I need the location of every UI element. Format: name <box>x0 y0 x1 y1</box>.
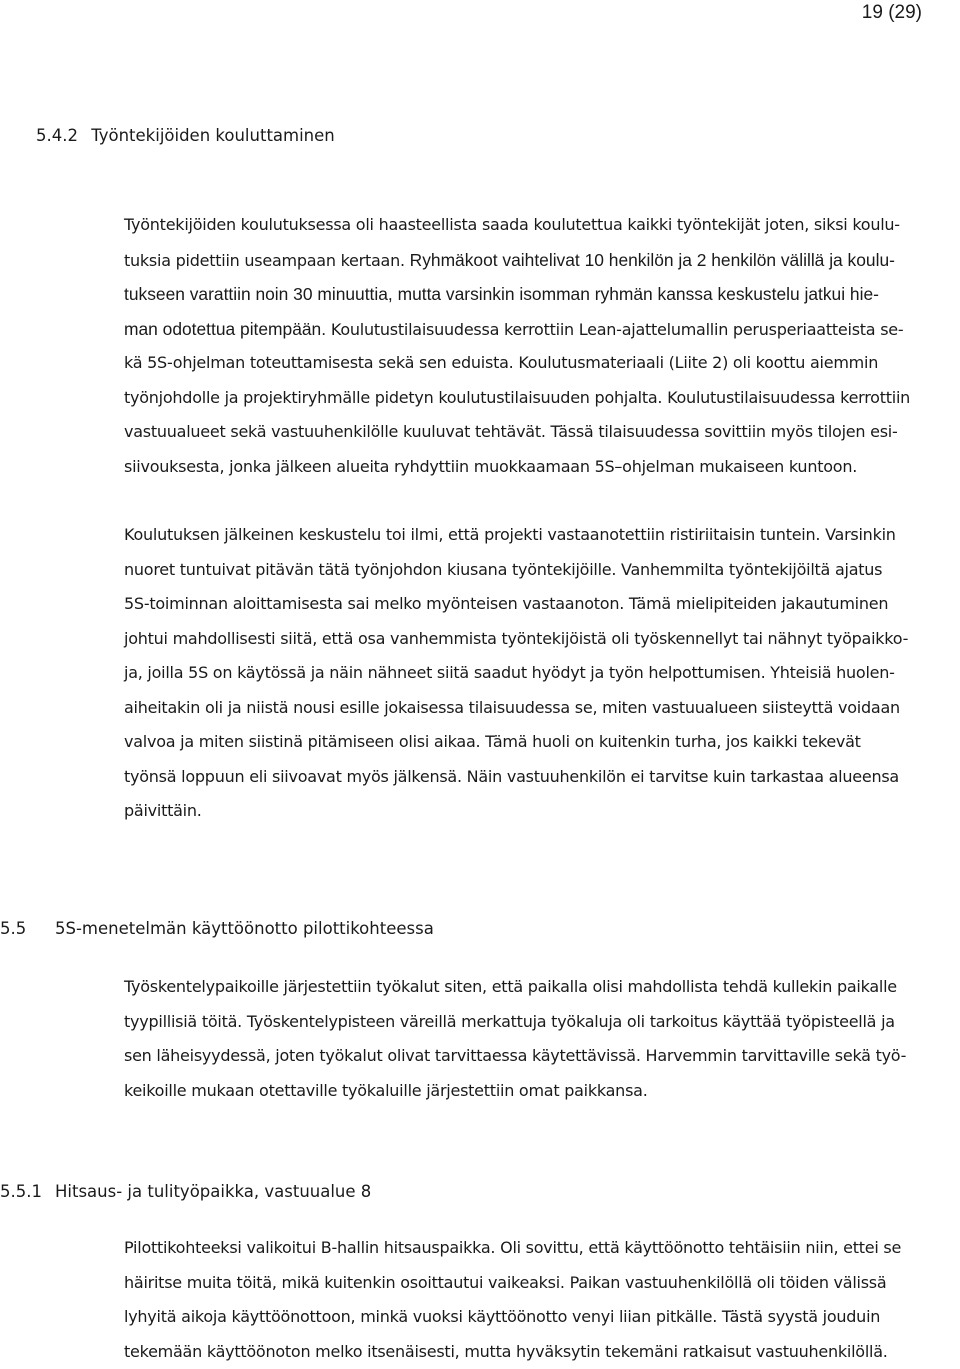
text-line: työnjohdolle ja projektiryhmälle pidetyn koulutustilaisuuden pohjalta. Koulutustilaisuudessa kerrottiin <box>124 381 910 416</box>
text-line: vastuualueet sekä vastuuhenkilölle kuuluvat tehtävät. Tässä tilaisuudessa sovittiin myös tilojen esi- <box>124 415 910 450</box>
page-number: 19 (29) <box>862 2 922 24</box>
text-line: johtui mahdollisesti siitä, että osa vanhemmista työntekijöistä oli työskennellyt tai nähnyt työpaikko- <box>124 622 908 657</box>
text-line: tukseen varattiin noin 30 minuuttia, mutta varsinkin isomman ryhmän kanssa keskustelu jatkui hie- <box>124 277 910 312</box>
section-title: Työntekijöiden kouluttaminen <box>91 126 335 145</box>
text-line: keikoille mukaan otettaville työkaluille järjestettiin omat paikkansa. <box>124 1074 906 1109</box>
text-line <box>124 243 910 278</box>
text-line: työnsä loppuun eli siivoavat myös jälkensä. Näin vastuuhenkilön ei tarvitse kuin tarkastaa alueensa <box>124 760 908 795</box>
text-line: lyhyitä aikoja käyttöönottoon, minkä vuoksi käyttöönotto venyi liian pitkälle. Tästä syystä jouduin <box>124 1300 901 1335</box>
section-number: 5.4.2 <box>36 125 78 147</box>
text-line-part: tuksia pidettiin useampaan kertaan. <box>124 251 405 270</box>
text-line: sen läheisyydessä, joten työkalut olivat tarvittaessa käytettävissä. Harvemmin tarvittaville sekä työ- <box>124 1039 906 1074</box>
text-line-part: man odotettua pitempään. <box>124 319 326 339</box>
text-line: siivouksesta, jonka jälkeen alueita ryhdyttiin muokkaamaan 5S–ohjelman mukaiseen kuntoon. <box>124 450 910 485</box>
paragraph-training-2 <box>124 518 908 829</box>
section-title: Hitsaus- ja tulityöpaikka, vastuualue 8 <box>55 1182 371 1201</box>
text-line: Pilottikohteeksi valikoitui B-hallin hitsauspaikka. Oli sovittu, että käyttöönotto tehtäisiin niin, ettei se <box>124 1231 901 1266</box>
section-heading-5-5 <box>0 918 434 940</box>
text-line: nuoret tuntuivat pitävän tätä työnjohdon kiusana työntekijöille. Vanhemmilta työntekijöiltä ajatus <box>124 553 908 588</box>
text-line: häiritse muita töitä, mikä kuitenkin osoittautui vaikeaksi. Paikan vastuuhenkilöllä oli töiden välissä <box>124 1266 901 1301</box>
text-line: Työntekijöiden koulutuksessa oli haasteellista saada koulutettua kaikki työntekijät joten, siksi koulu- <box>124 208 910 243</box>
text-line-part: Ryhmäkoot vaihtelivat 10 henkilön ja 2 henkilön välillä ja koulu- <box>410 250 895 270</box>
text-line: tyypillisiä töitä. Työskentelypisteen väreillä merkattuja työkaluja oli tarkoitus käyttää työpisteellä ja <box>124 1005 906 1040</box>
paragraph-pilot <box>124 970 906 1108</box>
text-line: päivittäin. <box>124 794 908 829</box>
section-number: 5.5.1 <box>0 1181 55 1203</box>
text-line: tekemään käyttöönoton melko itsenäisesti, mutta hyväksytin tekemäni ratkaisut vastuuhenkilöllä. <box>124 1335 901 1369</box>
text-line: kä 5S-ohjelman toteuttamisesta sekä sen eduista. Koulutusmateriaali (Liite 2) oli koottu aiemmin <box>124 346 910 381</box>
section-number: 5.5 <box>0 918 55 940</box>
section-heading-5-5-1 <box>0 1181 371 1203</box>
text-line: aiheitakin oli ja niistä nousi esille jokaisessa tilaisuudessa se, miten vastuualueen siisteyttä voidaan <box>124 691 908 726</box>
text-line: 5S-toiminnan aloittamisesta sai melko myönteisen vastaanoton. Tämä mielipiteiden jakautuminen <box>124 587 908 622</box>
paragraph-welding <box>124 1231 901 1369</box>
text-line: valvoa ja miten siistinä pitämiseen olisi aikaa. Tämä huoli on kuitenkin turha, jos kaikki tekevät <box>124 725 908 760</box>
section-heading-5-4-2 <box>36 125 335 147</box>
text-line <box>124 312 910 347</box>
text-line: Työskentelypaikoille järjestettiin työkalut siten, että paikalla olisi mahdollista tehdä kullekin paikalle <box>124 970 906 1005</box>
text-line: Koulutuksen jälkeinen keskustelu toi ilmi, että projekti vastaanotettiin ristiriitaisin tuntein. Varsinkin <box>124 518 908 553</box>
text-line-part: Koulutustilaisuudessa kerrottiin Lean-ajattelumallin perusperiaatteista se- <box>331 320 903 339</box>
paragraph-training-1 <box>124 208 910 484</box>
section-title: 5S-menetelmän käyttöönotto pilottikohteessa <box>55 919 434 938</box>
text-line: ja, joilla 5S on käytössä ja näin nähneet siitä saadut hyödyt ja työn helpottumisen. Yhteisiä huolen- <box>124 656 908 691</box>
